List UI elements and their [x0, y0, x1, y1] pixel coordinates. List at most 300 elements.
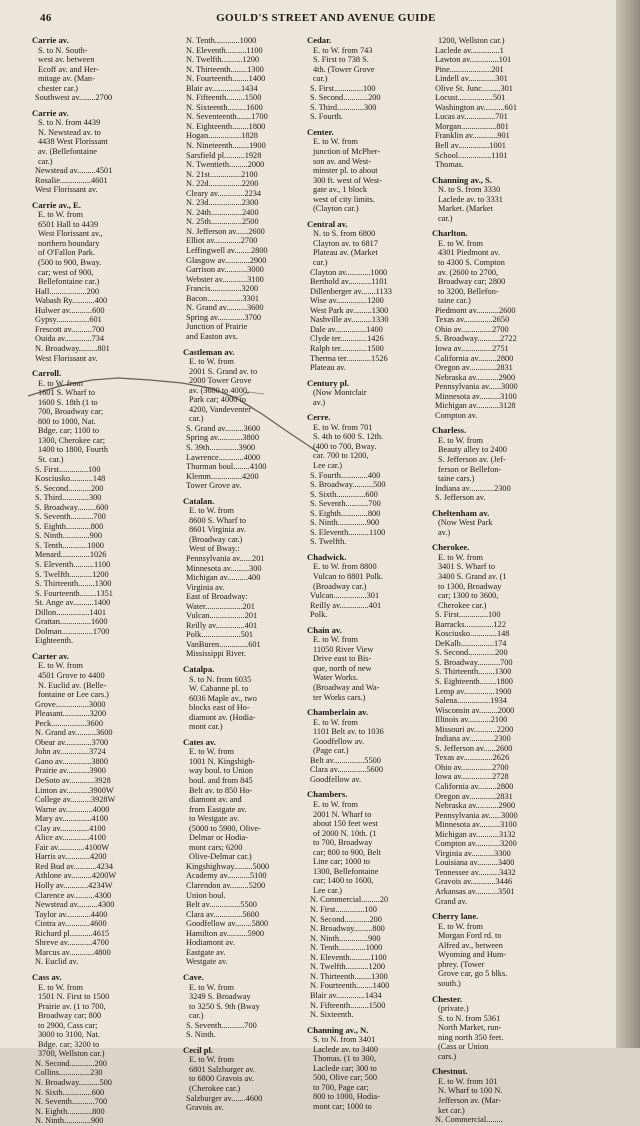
cross-street-line: Nebraska av...........2900 — [435, 372, 516, 382]
cross-street-line: Alice av.............4100 — [35, 833, 106, 843]
street-description: (private.) S. to N. from 5361 North Market, run- ning north 350 feet. (Cass or Union cars.) — [438, 1004, 504, 1061]
cross-street-line: Shreve av............4700 — [35, 938, 109, 948]
cross-street-line: S. Eleventh..........1100 — [35, 559, 111, 569]
street-entry — [307, 379, 427, 408]
cross-street-line: S. 39th..............3900 — [186, 442, 256, 452]
cross-street-line: S. Jefferson av. — [435, 493, 486, 503]
street-description: 1200, Wellston car.) — [438, 36, 505, 45]
street-entry — [432, 36, 574, 170]
cross-street-line: Dillon................1401 — [35, 607, 106, 617]
street-name: Chain av. — [307, 624, 342, 635]
street-entry — [432, 543, 574, 906]
street-entry — [307, 553, 427, 620]
cross-street-line: Mary av..............4100 — [35, 814, 108, 824]
cross-street-line: Minnesota av.........300 — [186, 563, 262, 573]
cross-street-line: S. Tenth............1000 — [35, 540, 104, 550]
cross-street-line: Ralph ter.............1500 — [310, 343, 384, 353]
cross-street-line: Grand av. — [435, 896, 468, 906]
cross-street-line: N. Broadway..........500 — [35, 1077, 112, 1087]
street-entry — [183, 665, 305, 732]
street-name: Chambers. — [307, 789, 348, 800]
cross-street-line: DeKalb................174 — [435, 638, 507, 648]
cross-street-line: N. 24th...............2400 — [186, 207, 259, 217]
street-name: Castleman av. — [183, 346, 235, 357]
cross-street-line: DeSoto av............3928 — [35, 776, 111, 786]
street-entry — [432, 229, 574, 420]
cross-street-line: Hamilton av..........5900 — [186, 928, 265, 938]
cross-street-line: N. 22d................2200 — [186, 179, 259, 189]
cross-street-line: Vulcan.................201 — [186, 611, 258, 621]
street-description: S. to N. from 4439 N. Newstead av. to 4438 West Florissant av. (Bellefontaine car.) — [38, 118, 108, 166]
cross-street-line: N. Eleventh..........1100 — [310, 952, 387, 962]
cross-street-line: VanBuren..............601 — [186, 639, 261, 649]
cross-street-line: Rosalie...............4601 — [35, 175, 108, 185]
cross-street-line: N. Twelfth..........1200 — [186, 55, 260, 65]
street-description: E. to W. from 3249 S. Broadway to 3250 S. 9th (Bway car.) — [189, 982, 260, 1021]
cross-street-line: Grove................3000 — [35, 699, 106, 709]
column-1 — [32, 35, 172, 1126]
cross-street-line: Pleasant.............3200 — [35, 709, 107, 719]
cross-street-line: N. Jefferson av......2600 — [186, 226, 265, 236]
street-entry — [307, 128, 427, 214]
cross-street-line: Clara av..............5600 — [186, 909, 259, 919]
cross-street-line: N. Commercial........ — [435, 1115, 503, 1125]
cross-street-line: S. Second.............200 — [435, 648, 508, 658]
cross-street-line: Polk...................501 — [186, 630, 254, 640]
cross-street-line: Missouri av...........2200 — [435, 724, 514, 734]
cross-street-line: East of Broadway: — [186, 592, 248, 602]
cross-street-line: S. Second...........200 — [35, 483, 104, 493]
street-name: Cecil pl. — [183, 1044, 214, 1055]
street-description: N. to S. from 3330 Laclede av. to 3331 Market. (Market car.) — [438, 185, 503, 223]
cross-street-line: Salena................1934 — [435, 696, 507, 706]
cross-street-line: Hulwer av...........600 — [35, 305, 105, 315]
cross-street-line: Kingshighway.........5000 — [186, 861, 270, 871]
street-name: Chester. — [432, 993, 462, 1004]
cross-street-line: Nashville av..........1330 — [310, 315, 389, 325]
cross-street-line: Fair av.............4100W — [35, 842, 110, 852]
cross-street-line: Ohio av...............2700 — [435, 324, 509, 334]
cross-street-line: Indiana av............2300 — [435, 483, 511, 493]
cross-street-line: Belt av...............5500 — [310, 755, 381, 765]
cross-street-line: N. Sixth..............600 — [35, 1087, 105, 1097]
cross-street-line: Bell av...............1001 — [435, 141, 506, 151]
cross-street-line: N. Tenth............1000 — [186, 36, 257, 45]
cross-street-line: Iowa av...............2728 — [435, 772, 509, 782]
cross-street-line: Marcus av............4800 — [35, 947, 111, 957]
cross-street-line: Union boul. — [186, 890, 226, 900]
cross-street-line: Franklin av............901 — [435, 131, 510, 141]
street-entry — [432, 912, 574, 988]
cross-street-line: S. Eleventh..........1100 — [310, 527, 386, 537]
street-name: Chestnut. — [432, 1066, 468, 1077]
cross-street-line: Olive St. Junc.........301 — [435, 83, 513, 93]
cross-street-line: N. Broadway.........801 — [35, 343, 110, 353]
cross-street-line: S. Eighth............800 — [35, 521, 104, 531]
cross-street-line: Clarence av..........4300 — [35, 890, 112, 900]
cross-street-line: N. First..............100 — [310, 905, 377, 915]
page-title: GOULD'S STREET AND AVENUE GUIDE — [216, 12, 436, 24]
cross-street-line: N. 23d................2300 — [186, 198, 259, 208]
cross-street-line: S. Seventh...........700 — [186, 1020, 257, 1030]
cross-street-line: Lucas av...............701 — [435, 112, 508, 122]
cross-street-line: Eastgate av. — [186, 947, 226, 957]
cross-street-line: Webster av............3100 — [186, 274, 264, 284]
cross-street-line: Washington av..........601 — [435, 102, 517, 112]
cross-street-line: Menard..............1026 — [35, 550, 107, 560]
street-name: Chamberlain av. — [307, 707, 369, 718]
cross-street-line: N. Second............200 — [35, 1058, 107, 1068]
street-description: E. to W. from 11050 River View Drive east to Bis- que, north of new Water Works. (Broadway and Wa- ter Works cars.) — [313, 635, 380, 702]
cross-street-line: Michigan av...........3132 — [435, 829, 516, 839]
cross-street-line: and Easton avs. — [186, 331, 238, 341]
cross-street-line: Gypsy................601 — [35, 315, 102, 325]
cross-street-line: S. Third.............300 — [310, 102, 377, 112]
cross-street-line: Klemm...............4200 — [186, 471, 259, 481]
cross-street-line: Michigan av...........3128 — [435, 401, 516, 411]
cross-street-line: Peck.................3600 — [35, 718, 103, 728]
street-description: N. to S. from 6800 Clayton av. to 6817 Plateau av. (Market car.) — [313, 229, 378, 268]
cross-street-line: Wise av...............1200 — [310, 296, 384, 306]
street-entry — [183, 1046, 305, 1113]
street-name: Cass av. — [32, 971, 62, 982]
cross-street-line: Plateau av. — [310, 363, 346, 373]
cross-street-line: Clay av..............4100 — [35, 823, 106, 833]
cross-street-line: Spring av............3800 — [186, 433, 259, 443]
street-description: E. to W. from 1001 N. Kingshigh- way boul. to Union boul. and from 845 Belt av. to 850 Ho- diamont av. and from Eastgate av. to Westgate av. (5000 to 5900, Olive- Delmar or Hodia- mont cars; 6200 Olive-Delmar car.) — [189, 747, 261, 862]
cross-street-line: Virginia av. — [186, 582, 225, 592]
cross-street-line: Arkansas av...........3501 — [435, 887, 515, 897]
cross-street-line: N. Commercial.........20 — [310, 895, 389, 905]
cross-street-line: N. Fourteenth........1400 — [310, 981, 390, 991]
cross-street-line: S. Fourth.............400 — [310, 470, 381, 480]
cross-street-line: S. Second............200 — [310, 93, 381, 103]
cross-street-line: S. Ninth..............900 — [310, 518, 380, 528]
street-name: Catalpa. — [183, 664, 215, 674]
street-name: Catalan. — [183, 495, 215, 506]
street-description: E. to W. from 701 S. 4th to 600 S. 12th. (400 to 700, Bway. car. 700 to 1200, Lee car.) — [313, 422, 384, 470]
cross-street-line: Lawrence............4000 — [186, 452, 261, 462]
cross-street-line: Nebraska av...........2900 — [435, 801, 516, 811]
cross-street-line: Obear av.............3700 — [35, 737, 109, 747]
street-entry — [32, 369, 172, 646]
cross-street-line: N. Ninth..............900 — [310, 933, 381, 943]
street-description: E. to W. from Morgan Ford rd. to Alfred av., between Wyoming and Hum- phrey. (Tower Grove car, go 5 blks. south.) — [438, 921, 508, 988]
street-description: E. to W. from 4501 Grove to 4400 N. Euclid av. (Belle- fontaine or Lee cars.) — [38, 661, 109, 700]
street-description: E. to W. from 1101 Belt av. to 1036 Goodfellow av. (Page car.) — [313, 717, 384, 756]
street-description: E. to W. from 1501 N. First to 1500 Prairie av. (1 to 700, Broadway car; 800 to 2900, Cass car; 3000 to 3100, Nat. Bdge. car; 3200 to 3700, Wellston car.) — [38, 982, 110, 1059]
street-description: (Now Montclair av.) — [313, 388, 367, 407]
page-number: 46 — [40, 12, 52, 24]
page-header — [40, 12, 612, 28]
cross-street-line: Holly av............4234W — [35, 881, 113, 891]
street-name: Carrie av., E. — [32, 199, 81, 210]
street-description: E. to W. from 3401 S. Wharf to 3400 S. Grand av. (1 to 1300, Broadway car; 1300 to 3600, Cherokee car.) — [438, 552, 507, 610]
cross-street-line: Junction of Prairie — [186, 322, 248, 332]
street-description: (Now West Park av.) — [438, 518, 493, 537]
cross-street-line: Goodfellow av........5800 — [186, 919, 269, 929]
column-2 — [183, 36, 305, 1113]
cross-street-line: Newstead av.........4501 — [35, 166, 113, 176]
cross-street-line: Garrison av...........3000 — [186, 265, 264, 275]
cross-street-line: Thurman boul........4100 — [186, 462, 267, 472]
street-entry — [307, 220, 427, 373]
cross-street-line: S. Seventh...........700 — [35, 512, 106, 522]
cross-street-line: N. Tenth.............1000 — [310, 943, 383, 953]
cross-street-line: Cleary av.............2234 — [186, 188, 262, 198]
cross-street-line: John av..............3724 — [35, 747, 106, 757]
cross-street-line: Glasgow av............2900 — [186, 255, 267, 265]
cross-street-line: Pine....................201 — [435, 64, 504, 74]
cross-street-line: Iowa av...............2751 — [435, 343, 509, 353]
cross-street-line: Salzburger av.......4600 — [186, 1093, 263, 1103]
street-entry — [432, 176, 574, 224]
cross-street-line: S. Fourth. — [310, 112, 343, 122]
street-name: Carroll. — [32, 368, 62, 379]
cross-street-line: Elliot av.............2700 — [186, 236, 258, 246]
street-name: Cheltenham av. — [432, 507, 490, 518]
cross-street-line: N. Eighteenth........1800 — [186, 121, 266, 131]
street-entry — [432, 995, 574, 1062]
cross-street-line: N. Grand av..........3600 — [35, 728, 113, 738]
cross-street-line: Francis...............3200 — [186, 284, 259, 294]
cross-street-line: N. Eighth............800 — [35, 1106, 105, 1116]
cross-street-line: S. Sixth..............600 — [310, 489, 378, 499]
cross-street-line: Collins...............230 — [35, 1068, 103, 1078]
street-description: E. to W. from 4301 Piedmont av. to 4300 S. Compton av. (2600 to 2700, Broadway car; 2800 to 3200, Bellefon- taine car.) — [438, 238, 506, 306]
street-description: E. to W. from 8600 S. Wharf to 8601 Virginia av. (Broadway car.) West of Bway.: — [189, 506, 246, 554]
street-entry — [183, 973, 305, 1040]
cross-street-line: Vulcan................301 — [310, 591, 380, 601]
cross-street-line: N. Sixteenth.........1600 — [186, 102, 263, 112]
cross-street-line: Hogan................1828 — [186, 131, 258, 141]
cross-street-line: N. Eleventh..........1100 — [186, 45, 263, 55]
cross-street-line: Hodiamont av. — [186, 938, 235, 948]
cross-street-line: Oregon av.............2831 — [435, 363, 513, 373]
cross-street-line: Reilly av..............401 — [310, 600, 382, 610]
cross-street-line: S. Twelfth...........1200 — [35, 569, 109, 579]
street-description: S. to N. from 6035 W. Cabanne pl. to 6036 Maple av., two blocks east of Ho- diamont av. (Hodia- mont car.) — [189, 674, 257, 732]
street-description: E. to W. from 101 N. Wharf to 100 N. Jefferson av. (Mar- ket car.) — [438, 1076, 503, 1115]
cross-street-line: S. Jefferson av......2600 — [435, 743, 513, 753]
street-entry — [183, 497, 305, 659]
cross-street-line: West Park av.........1300 — [310, 305, 389, 315]
cross-street-line: Piedmont av...........2600 — [435, 305, 516, 315]
cross-street-line: Red Bud av...........4234 — [35, 861, 114, 871]
street-name: Center. — [307, 126, 334, 137]
cross-street-line: Frescott av..........700 — [35, 324, 105, 334]
cross-street-line: Virginia av...........3300 — [435, 848, 511, 858]
street-description: E. to W. from Beauty alley to 2400 S. Jefferson av. (Jef- ferson or Bellefon- taine cars.) — [438, 435, 507, 484]
cross-street-line: Athlone av..........4200W — [35, 871, 117, 881]
cross-street-line: Lemp av...............1900 — [435, 686, 512, 696]
cross-street-line: Polk. — [310, 610, 328, 620]
street-name: Cherry lane. — [432, 911, 479, 922]
cross-street-line: S. Fourteenth........1351 — [35, 588, 113, 598]
cross-street-line: West Florissant av. — [35, 353, 98, 363]
cross-street-line: S. Broadway.........600 — [35, 502, 109, 512]
cross-street-line: Blair av..............1434 — [186, 83, 258, 93]
cross-street-line: Michigan av..........400 — [186, 573, 261, 583]
street-name: Cave. — [183, 971, 204, 982]
cross-street-line: Gravois av. — [186, 1103, 224, 1113]
cross-street-line: S. Broadway...........2722 — [435, 334, 517, 344]
cross-street-line: S. First..............100 — [435, 610, 501, 620]
cross-street-line: N. Seventeenth.......1700 — [186, 112, 268, 122]
cross-street-line: Therma ter............1526 — [310, 353, 388, 363]
cross-street-line: S. First..............100 — [310, 83, 376, 93]
cross-street-line: N. Twentieth.........2000 — [186, 160, 265, 170]
cross-street-line: N. Ninth.............900 — [35, 1116, 104, 1126]
cross-street-line: Spring av.............3700 — [186, 312, 262, 322]
cross-street-line: Clarendon av.........5200 — [186, 881, 266, 891]
street-name: Channing av., N. — [307, 1024, 369, 1035]
cross-street-line: Laclede av..............1 — [435, 45, 504, 55]
cross-street-line: N. 25th...............2500 — [186, 217, 259, 227]
cross-street-line: Illinois av...........2100 — [435, 715, 508, 725]
cross-street-line: N. Nineteenth........1900 — [186, 141, 266, 151]
cross-street-line: Tennessee av..........3432 — [435, 867, 516, 877]
cross-street-line: S. Broadway..........500 — [310, 480, 386, 490]
street-entry — [183, 738, 305, 967]
cross-street-line: N. Fourteenth........1400 — [186, 74, 266, 84]
street-description: E. to W. from 8800 Vulcan to 8801 Polk. (Broadway car.) — [313, 562, 384, 591]
cross-street-line: N. Seventh...........700 — [35, 1097, 108, 1107]
street-name: Carrie av. — [32, 35, 69, 45]
cross-street-line: Harris av............4200 — [35, 852, 107, 862]
cross-street-line: Dillenberger av.......1133 — [310, 286, 392, 296]
street-name: Channing av., S. — [432, 174, 492, 185]
street-description: E. to W. from 2001 N. Wharf to about 150 feet west of 2000 N. 10th. (1 to 700, Broadway car; 800 to 900, Belt Line car; 1000 to 1300, Bellefontaine car; 1400 to 1600, Lee car.) — [313, 800, 381, 895]
street-entry — [432, 1067, 574, 1124]
street-entry — [307, 790, 427, 1019]
street-entry — [432, 426, 574, 502]
street-name: Charlton. — [432, 228, 468, 239]
cross-street-line: Texas av..............2626 — [435, 753, 510, 763]
cross-street-line: S. Third.............300 — [35, 493, 102, 503]
cross-street-line: Lindell av.............301 — [435, 74, 508, 84]
street-name: Central av. — [307, 218, 348, 229]
cross-street-line: Lawton av..............101 — [435, 55, 512, 65]
street-entry — [183, 36, 305, 342]
cross-street-line: Cintra av............4600 — [35, 919, 107, 929]
cross-street-line: Richard pl...........4615 — [35, 928, 110, 938]
cross-street-line: S. Ninth.............900 — [35, 531, 103, 541]
cross-street-line: West Florissant av. — [35, 185, 98, 195]
cross-street-line: S. Grand av.........3600 — [186, 423, 261, 433]
cross-street-line: Leffingwell av........2800 — [186, 246, 268, 256]
cross-street-line: N. Broadway.........800 — [310, 924, 385, 934]
street-entry — [32, 652, 172, 967]
cross-street-line: Barracks..............122 — [435, 619, 506, 629]
cross-street-line: N. Grand av..........3600 — [186, 303, 264, 313]
cross-street-line: Indiana av............2300 — [435, 734, 511, 744]
cross-street-line: Westgate av. — [186, 957, 228, 967]
cross-street-line: N. Second............200 — [310, 914, 382, 924]
cross-street-line: Ouida av.............734 — [35, 334, 105, 344]
cross-street-line: Pennsylvania av......3000 — [435, 810, 518, 820]
street-description: E. to W. from 1601 S. Wharf to 1600 S. 18th (1 to 700, Broadway car; 800 to 1000, Nat. Bdge. car; 1100 to 1300, Cherokee car; 1400 to 1800, Fourth St. car.) — [38, 378, 109, 464]
cross-street-line: S. Thirteenth........1300 — [435, 667, 512, 677]
street-entry — [183, 348, 305, 491]
cross-street-line: Reilly av..............401 — [186, 620, 258, 630]
street-description: E. to W. from 6801 Salzburger av. to 6800 Gravois av. (Cherokee car.) — [189, 1055, 255, 1093]
cross-street-line: Bacon.................3301 — [186, 293, 260, 303]
street-name: Cherokee. — [432, 542, 470, 553]
cross-street-line: Newstead av..........4300 — [35, 900, 115, 910]
cross-street-line: Water..................201 — [186, 601, 255, 611]
cross-street-line: St. Ange av..........1400 — [35, 598, 111, 608]
street-entry — [32, 973, 172, 1126]
cross-street-line: College av..........3928W — [35, 795, 116, 805]
cross-street-line: School................1101 — [435, 150, 508, 160]
street-entry — [432, 509, 574, 538]
cross-street-line: California av.........2800 — [435, 353, 514, 363]
cross-street-line: Academy av...........5100 — [186, 871, 267, 881]
cross-street-line: Gano av..............3800 — [35, 756, 108, 766]
cross-street-line: Pennsylvania av......201 — [186, 553, 265, 563]
cross-street-line: Locust.................501 — [435, 93, 506, 103]
cross-street-line: Minnesota av..........3100 — [435, 391, 517, 401]
column-4 — [432, 36, 574, 1125]
cross-street-line: Oregon av.............2831 — [435, 791, 513, 801]
cross-street-line: N. Sixteenth. — [310, 1010, 354, 1020]
cross-street-line: S. Eighteenth........1800 — [435, 677, 513, 686]
cross-street-line: N. Twelfth...........1200 — [310, 962, 386, 972]
cross-street-line: Kosciusko.............148 — [435, 629, 510, 639]
cross-street-line: California av.........2800 — [435, 782, 514, 792]
cross-street-line: Wabash Ry...........400 — [35, 296, 108, 306]
cross-street-line: S. Seventh...........700 — [310, 499, 381, 509]
cross-street-line: Southwest av........2700 — [35, 93, 113, 103]
cross-street-line: Morgan.................801 — [435, 121, 509, 131]
cross-street-line: Thomas. — [435, 160, 464, 170]
cross-street-line: Goodfellow av. — [310, 774, 362, 784]
cross-street-line: Taylor av............4400 — [35, 909, 108, 919]
cross-street-line: Blair av..............1434 — [310, 990, 382, 1000]
cross-street-line: Gravois av............3446 — [435, 877, 513, 887]
cross-street-line: Clara av..............5600 — [310, 765, 383, 775]
cross-street-line: N. Fifteenth.........1500 — [186, 93, 262, 103]
cross-street-line: Clyde ter.............1426 — [310, 334, 384, 344]
page-edge-shadow — [616, 0, 640, 1048]
street-entry — [32, 109, 172, 195]
street-entry — [307, 626, 427, 702]
cross-street-line: Texas av..............2650 — [435, 315, 510, 325]
cross-street-line: Dolman...............1700 — [35, 626, 110, 636]
cross-street-line: Warne av.............4000 — [35, 804, 110, 814]
street-entry — [307, 1026, 427, 1112]
street-name: Carter av. — [32, 650, 70, 661]
cross-street-line: Belt av...............5500 — [186, 900, 257, 910]
column-3 — [307, 35, 427, 1111]
cross-street-line: Tower Grove av. — [186, 481, 242, 491]
street-name: Cates av. — [183, 736, 216, 747]
street-name: Charless. — [432, 425, 467, 436]
street-entry — [307, 413, 427, 547]
cross-street-line: Mississippi River. — [186, 649, 246, 659]
cross-street-line: Minnesota av..........3100 — [435, 820, 517, 830]
street-description: E. to W. from 6501 Hall to 4439 West Florissant av., northern boundary of O'Fallon Park. (500 to 900, Bway. car; west of 900, Bellefontaine car.) — [38, 210, 103, 287]
street-description: E. to W. from 2001 S. Grand av. to 2000 Tower Grove av. (3600 to 4000, Park car; 4000 to 4200, Vandeventer car.) — [189, 357, 258, 424]
cross-street-line: N. Fifteenth.........1500 — [310, 1000, 386, 1010]
street-entry — [307, 708, 427, 784]
street-name: Century pl. — [307, 377, 350, 388]
street-description: E. to W. from junction of McPher- son av. and West- minster pl. to about 300 ft. west of West- gate av., 1 block west of city limits. (Clayton car.) — [313, 137, 382, 214]
cross-street-line: S. Ninth. — [186, 1030, 216, 1040]
cross-street-line: N. Euclid av. — [35, 957, 79, 967]
cross-street-line: S. Eighth.............800 — [310, 508, 381, 518]
